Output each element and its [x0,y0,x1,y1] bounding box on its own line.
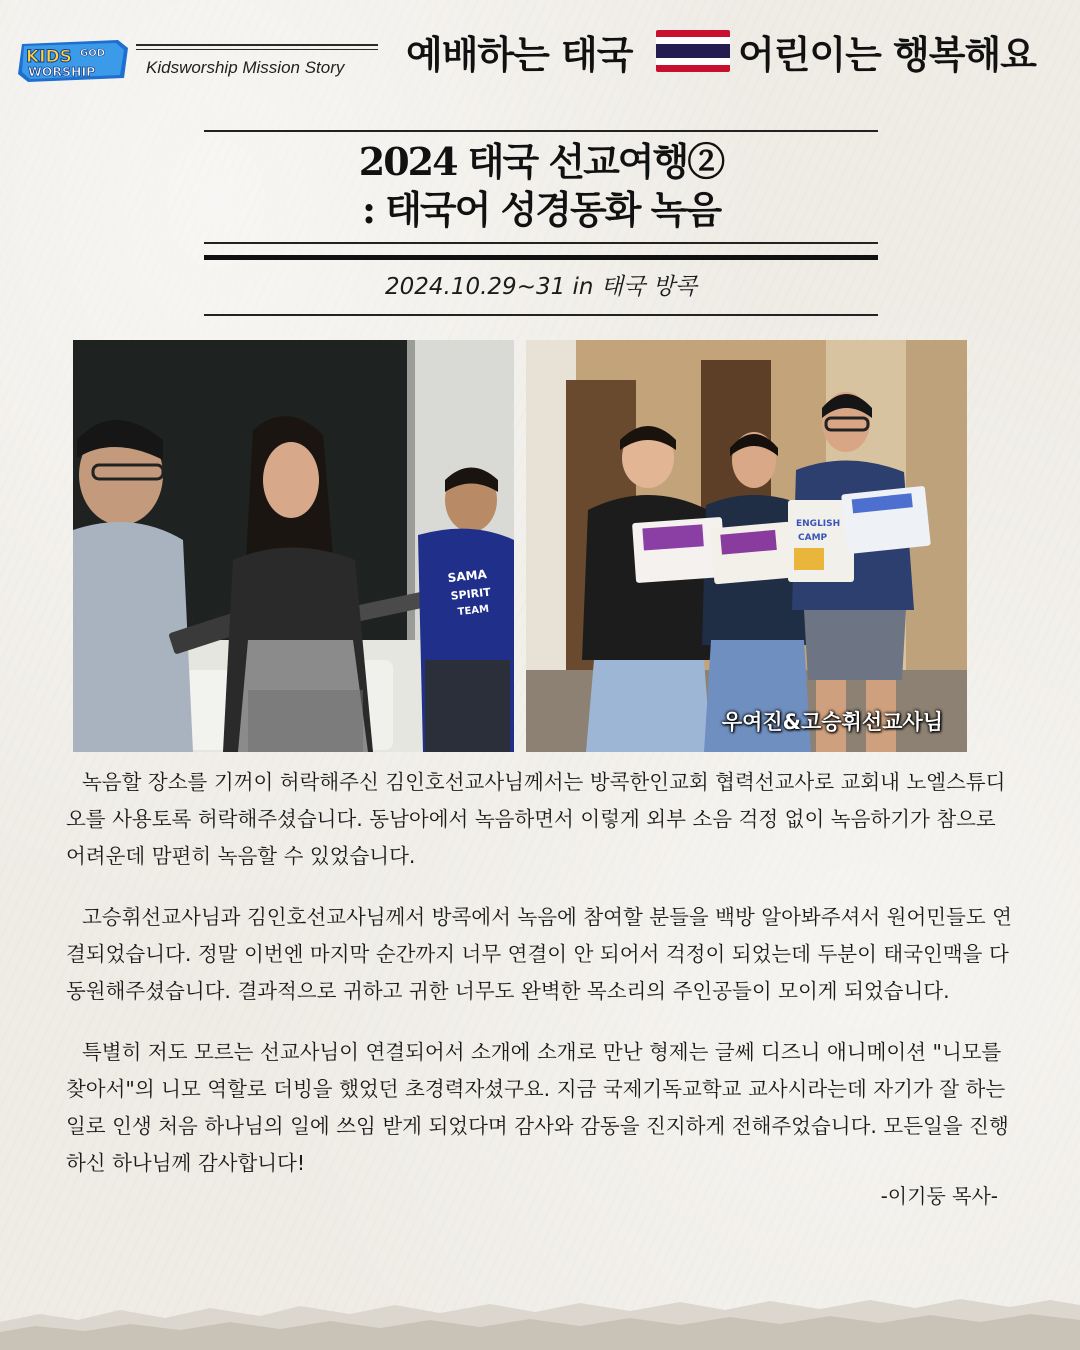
page-title-line1: 2024 태국 선교여행② [358,139,724,184]
svg-text:SPIRIT: SPIRIT [450,585,492,603]
svg-text:SAMA: SAMA [446,567,488,586]
svg-text:ENGLISH: ENGLISH [796,519,841,529]
header-title-left: 예배하는 태국 [406,33,633,77]
thailand-flag-icon [656,30,730,72]
story-paragraph-1: 녹음할 장소를 기꺼이 허락해주신 김인호선교사님께서는 방콕한인교회 협력선교사로 교회내 노엘스튜디오를 사용토록 허락해주셨습니다. 동남아에서 녹음하면서 이렇게 외부 소음 걱정 없이 녹음하기가 참으로 어려운데 맘편히 녹음할 수 있었습니다. [66,770,1006,868]
trip-date: 2024.10.29~31 in 태국 방콕 [385,274,697,300]
logo-worship-text: WORSHIP [28,64,96,79]
kids-god-worship-logo [14,34,134,86]
header-title-right: 어린이는 행복해요 [738,33,1036,77]
author-signature: -이기둥 목사- [880,1184,998,1208]
photo-caption-missionaries: 우여진&고승휘선교사님 [721,710,943,734]
logo-god-text: GOD [80,48,106,59]
logo-kids-text: KIDS [26,47,72,67]
missionaries-photo [526,340,967,752]
title-rule-top [204,130,878,132]
title-rule-bottom [204,314,878,316]
story-paragraph-2: 고승휘선교사님과 김인호선교사님께서 방콕에서 녹음에 참여할 분들을 백방 알아봐주셔서 원어민들도 연결되었습니다. 정말 이번엔 마지막 순간까지 너무 연결이 안 되어서 걱정이 되었는데 두분이 태국인맥을 다 동원해주셨습니다. 결과적으로 귀하고 귀한 너무도 완벽한 목소리의 주인공들이 모이게 되었습니다. [66,905,1012,1003]
mission-story-rule-thin [136,49,378,50]
recording-session-photo [73,340,514,752]
story-body [66,764,1016,1206]
mission-story-label: Kidsworship Mission Story [146,58,345,77]
header [0,0,1080,100]
torn-paper-edge [0,1210,1080,1350]
mission-story-rule [136,44,378,46]
page-title [204,138,878,234]
story-paragraph-3: 특별히 저도 모르는 선교사님이 연결되어서 소개에 소개로 만난 형제는 글쎄 디즈니 애니메이션 "니모를 찾아서"의 니모 역할로 더빙을 했었던 초경력자셨구요. 지금 국제기독교학교 교사시라는데 자기가 잘 하는 일로 인생 처음 하나님의 일에 쓰임 받게 되었다며 감사와 감동을 진지하게 전해주었습니다. 모든일을 진행하신 하나님께 감사합니다! [66,1040,1009,1175]
svg-text:CAMP: CAMP [798,533,828,543]
title-rule-thick [204,255,878,260]
title-rule-mid [204,242,878,244]
page-title-line2: : 태국어 성경동화 녹음 [361,187,721,232]
svg-text:TEAM: TEAM [457,603,490,619]
